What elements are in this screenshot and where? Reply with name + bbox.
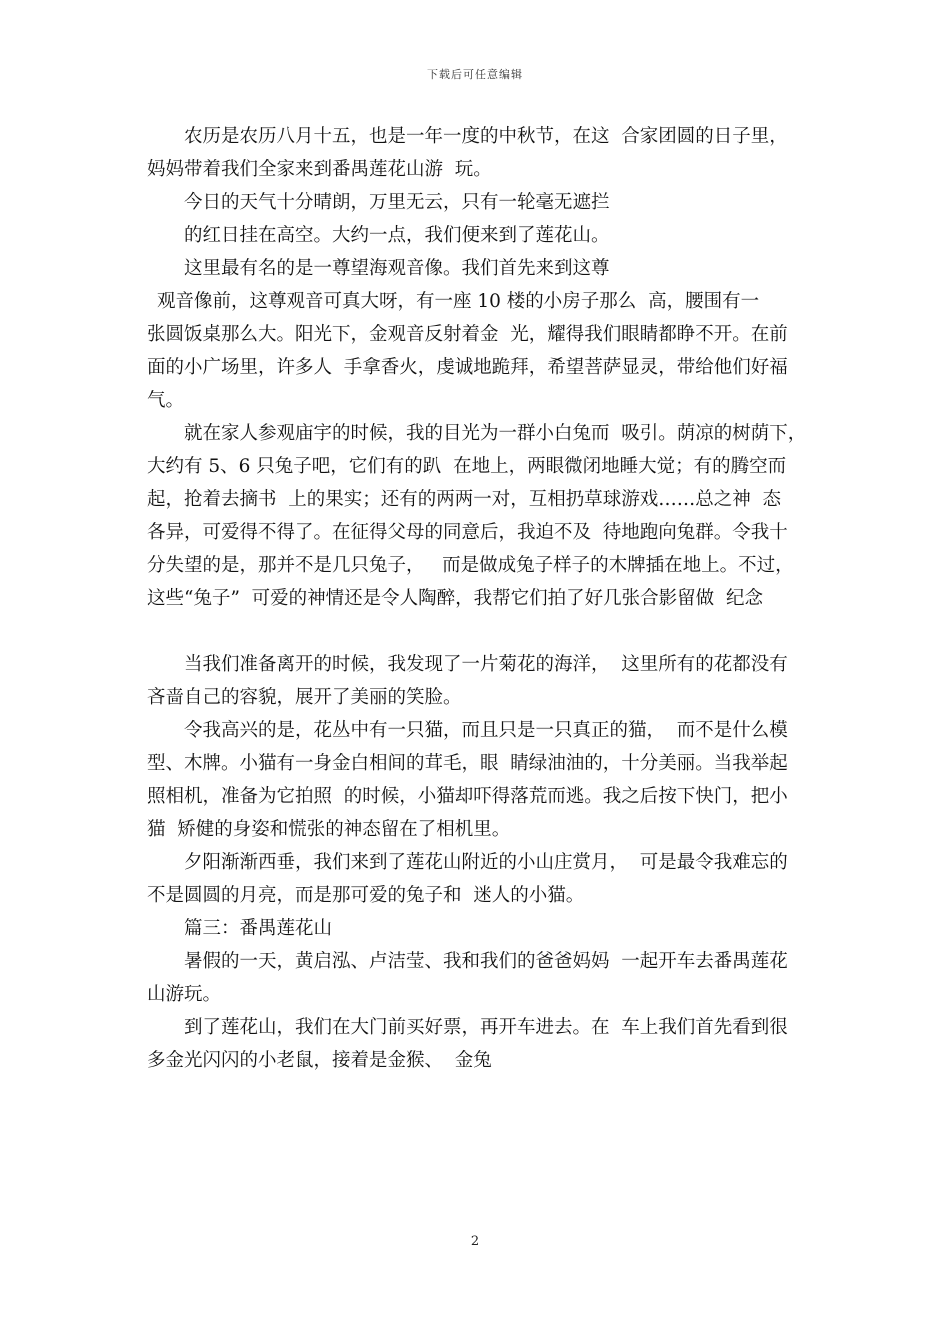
page-number: 2 (470, 1234, 480, 1249)
header-note: 下载后可任意编辑 (427, 68, 523, 81)
paragraph-line: 这些“兔子” 可爱的神情还是令人陶醉，我帮它们拍了好几张合影留做 纪念 (147, 588, 763, 609)
paragraph-line: 当我们准备离开的时候，我发现了一片菊花的海洋， 这里所有的花都没有 (184, 654, 788, 675)
paragraph-line: 各异，可爱得不得了。在征得父母的同意后，我迫不及 待地跑向兔群。令我十 (147, 522, 788, 543)
paragraph-line: 妈妈带着我们全家来到番禺莲花山游 玩。 (147, 159, 492, 180)
paragraph-line: 就在家人参观庙宇的时候，我的目光为一群小白兔而 吸引。荫凉的树荫下， (184, 423, 807, 444)
section-heading: 篇三：番禺莲花山 (184, 918, 333, 939)
paragraph-line: 这里最有名的是一尊望海观音像。我们首先来到这尊 (184, 258, 610, 279)
paragraph-line: 令我高兴的是，花丛中有一只猫，而且只是一只真正的猫， 而不是什么模 (184, 720, 788, 741)
paragraph-line: 的红日挂在高空。大约一点，我们便来到了莲花山。 (184, 225, 610, 246)
paragraph-line: 不是圆圆的月亮，而是那可爱的兔子和 迷人的小猫。 (147, 885, 585, 906)
paragraph-line: 吝啬自己的容貌，展开了美丽的笑脸。 (147, 687, 462, 708)
paragraph-line: 型、木牌。小猫有一身金白相间的茸毛，眼 睛绿油油的，十分美丽。当我举起 (147, 753, 788, 774)
paragraph-line: 夕阳渐渐西垂，我们来到了莲花山附近的小山庄赏月， 可是最令我难忘的 (184, 852, 788, 873)
paragraph-line: 张圆饭桌那么大。阳光下，金观音反射着金 光，耀得我们眼睛都睁不开。在前 (147, 324, 788, 345)
document-body (147, 120, 815, 1077)
paragraph-line: 猫 矫健的身姿和慌张的神态留在了相机里。 (147, 819, 511, 840)
paragraph-line: 大约有 5、6 只兔子吧，它们有的趴 在地上，两眼微闭地睡大觉；有的腾空而 (147, 456, 787, 477)
paragraph-gap (147, 615, 815, 648)
paragraph-line: 观音像前，这尊观音可真大呀，有一座 10 楼的小房子那么 高，腰围有一 (157, 291, 760, 312)
paragraph-line: 农历是农历八月十五，也是一年一度的中秋节，在这 合家团圆的日子里， (184, 126, 788, 147)
paragraph-line: 分失望的是，那并不是几只兔子， 而是做成兔子样子的木牌插在地上。不过， (147, 555, 794, 576)
paragraph-line: 起，抢着去摘书 上的果实；还有的两两一对，互相扔草球游戏……总之神 态 (147, 489, 782, 510)
paragraph-line: 暑假的一天，黄启泓、卢洁莹、我和我们的爸爸妈妈 一起开车去番禺莲花 (184, 951, 788, 972)
paragraph-line: 照相机，准备为它拍照 的时候，小猫却吓得落荒而逃。我之后按下快门，把小 (147, 786, 788, 807)
paragraph-line: 今日的天气十分晴朗，万里无云，只有一轮毫无遮拦 (184, 192, 610, 213)
paragraph-line: 山游玩。 (147, 984, 222, 1005)
paragraph-line: 到了莲花山，我们在大门前买好票，再开车进去。在 车上我们首先看到很 (184, 1017, 788, 1038)
paragraph-line: 气。 (147, 390, 185, 411)
paragraph-line: 面的小广场里，许多人 手拿香火，虔诚地跪拜，希望菩萨显灵，带给他们好福 (147, 357, 788, 378)
paragraph-line: 多金光闪闪的小老鼠，接着是金猴、 金兔 (147, 1050, 492, 1071)
